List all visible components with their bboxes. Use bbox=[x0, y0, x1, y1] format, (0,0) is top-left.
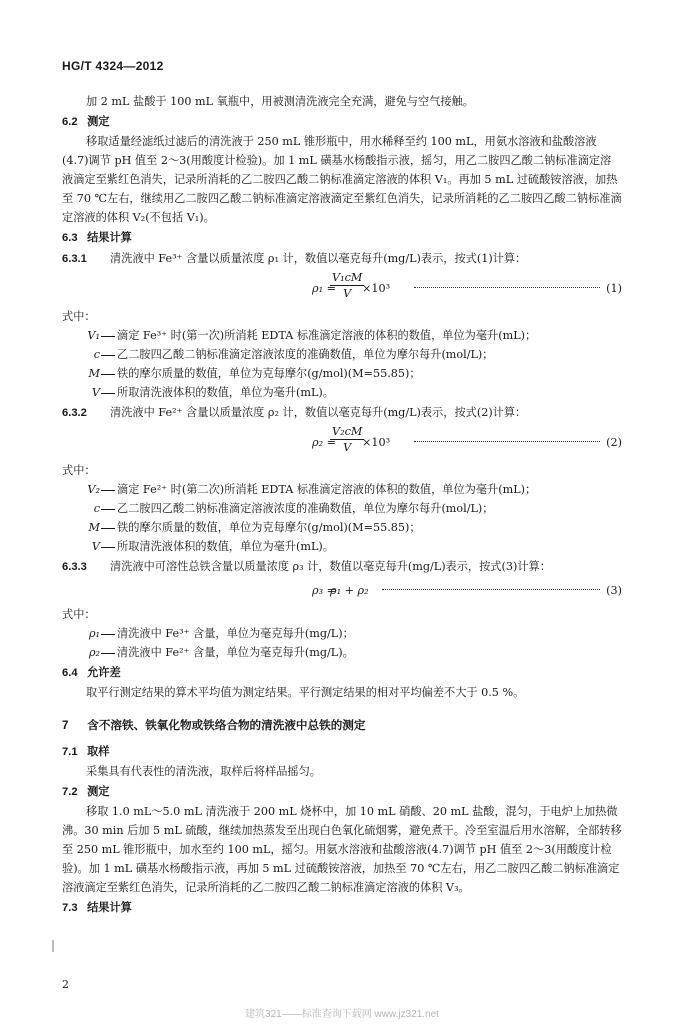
heading-title: 测定 bbox=[87, 786, 110, 798]
formula-1 bbox=[62, 271, 622, 303]
dash bbox=[101, 383, 115, 394]
clause-text: 清洗液中 Fe²⁺ 含量以质量浓度 ρ₂ 计，数值以毫克每升(mg/L)表示，按式(2)计算： bbox=[110, 406, 527, 419]
equation-number: (1) bbox=[606, 282, 622, 295]
heading-number: 7.3 bbox=[62, 902, 78, 914]
chapter-title: 含不溶铁、铁氧化物或铁络合物的清洗液中总铁的测定 bbox=[87, 719, 366, 732]
formula-fraction bbox=[330, 270, 364, 301]
watermark: 建筑321——标准查询下载网 www.jz321.net bbox=[245, 1009, 439, 1020]
heading-7-1 bbox=[62, 743, 622, 762]
definition-item bbox=[62, 383, 622, 402]
leader-dots bbox=[382, 581, 600, 590]
heading-7-2 bbox=[62, 783, 622, 802]
definition-text: 铁的摩尔质量的数值，单位为克每摩尔(g/mol)(M=55.85)； bbox=[117, 521, 421, 534]
carry-paragraph: 加 2 mL 盐酸于 100 mL 氧瓶中，用被测清洗液完全充满，避免与空气接触。 bbox=[86, 95, 474, 108]
fraction-denominator: V bbox=[343, 441, 352, 454]
clause-6-3-3 bbox=[62, 557, 622, 577]
definition-item bbox=[62, 364, 622, 383]
document-id: HG/T 4324—2012 bbox=[62, 59, 164, 73]
page-number: 2 bbox=[62, 978, 69, 991]
formula-factor: ×10³ bbox=[362, 282, 391, 295]
definitions-2 bbox=[62, 480, 622, 556]
dash bbox=[101, 480, 115, 491]
symbol: c bbox=[93, 348, 100, 361]
dash bbox=[101, 364, 115, 375]
clause-6-3-2 bbox=[62, 403, 622, 423]
definition-text: 乙二胺四乙酸二钠标准滴定溶液浓度的准确数值，单位为摩尔每升(mol/L)； bbox=[117, 348, 494, 361]
where-label: 式中： bbox=[62, 608, 96, 621]
clause-number: 6.3.1 bbox=[62, 253, 87, 265]
formula-rhs: ρ₁ + ρ₂ bbox=[330, 584, 369, 597]
definition-text: 滴定 Fe²⁺ 时(第二次)所消耗 EDTA 标准滴定溶液的体积的数值，单位为毫升(mL)； bbox=[117, 483, 537, 496]
clause-number: 6.3.2 bbox=[62, 407, 87, 419]
definition-item bbox=[62, 345, 622, 364]
symbol: V bbox=[91, 386, 100, 399]
clause-text: 清洗液中可溶性总铁含量以质量浓度 ρ₃ 计，数值以毫克每升(mg/L)表示，按式(3)计算： bbox=[110, 560, 551, 573]
formula-lhs: ρ₁ = bbox=[312, 282, 336, 295]
heading-number: 6.3 bbox=[62, 232, 78, 244]
definition-text: 所取清洗液体积的数值，单位为毫升(mL)。 bbox=[117, 540, 334, 553]
definition-item bbox=[62, 326, 622, 345]
equation-number: (2) bbox=[606, 436, 622, 449]
symbol: c bbox=[93, 502, 100, 515]
symbol: ρ₂ bbox=[88, 646, 100, 659]
heading-title: 允许差 bbox=[87, 667, 121, 679]
formula-lhs: ρ₂ = bbox=[312, 436, 336, 449]
heading-7-3 bbox=[62, 899, 622, 918]
heading-number: 6.4 bbox=[62, 667, 78, 679]
definition-text: 所取清洗液体积的数值，单位为毫升(mL)。 bbox=[117, 386, 334, 399]
dash bbox=[101, 518, 115, 529]
dash bbox=[101, 345, 115, 356]
formula-3 bbox=[62, 579, 622, 601]
heading-number: 6.2 bbox=[62, 116, 78, 128]
definition-item bbox=[62, 537, 622, 556]
definition-text: 铁的摩尔质量的数值，单位为克每摩尔(g/mol)(M=55.85)； bbox=[117, 367, 421, 380]
paragraph-6-2: 移取适量经滤纸过滤后的清洗液于 250 mL 锥形瓶中，用水稀释至约 100 mL，用氨水溶液和盐酸溶液(4.7)调节 pH 值至 2～3(用酸度计检验)。加 1 mL 磺基水杨酸指示液，摇匀，用乙二胺四乙酸二钠标准滴定溶液滴定至紫红色消失，记录所消耗的乙二胺四乙酸二钠标准滴定溶液的体积 V₁。再加 5 mL 过硫酸铵溶液，加热至 70 ℃左右，继续用乙二胺四乙酸二钠标准滴定溶液滴定至紫红色消失，记录所消耗的乙二胺四乙酸二钠标准滴定溶液的体积 V₂(不包括 V₁)。 bbox=[62, 135, 622, 224]
fraction-denominator: V bbox=[343, 287, 352, 300]
dash bbox=[101, 643, 115, 654]
where-label: 式中： bbox=[62, 310, 96, 323]
clause-text: 清洗液中 Fe³⁺ 含量以质量浓度 ρ₁ 计，数值以毫克每升(mg/L)表示，按式(1)计算： bbox=[110, 252, 527, 265]
margin-mark bbox=[52, 940, 54, 952]
definition-text: 滴定 Fe³⁺ 时(第一次)所消耗 EDTA 标准滴定溶液的体积的数值，单位为毫升(mL)； bbox=[117, 329, 537, 342]
paragraph-6-4: 取平行测定结果的算术平均值为测定结果。平行测定结果的相对平均偏差不大于 0.5 %。 bbox=[86, 686, 525, 699]
paragraph-7-2: 移取 1.0 mL～5.0 mL 清洗液于 200 mL 烧杯中，加 10 mL 硝酸、20 mL 盐酸，混匀，于电炉上加热微沸。30 min 后加 5 mL 硫酸，继续加热蒸发至出现白色氧化硫烟雾，避免煮干。冷至室温后用水溶解，全部转移至 250 mL 锥形瓶中，加水至约 100 mL，摇匀。用氨水溶液和盐酸溶液(4.7)调节 pH 值至 2～3(用酸度计检验)。加 1 mL 磺基水杨酸指示液，再加 5 mL 过硫酸铵溶液，加热至 70 ℃左右，用乙二胺四乙酸二钠标准滴定溶液滴定至紫红色消失，记录所消耗的乙二胺四乙酸二钠标准滴定溶液的体积 V₃。 bbox=[62, 805, 622, 894]
formula-lhs: ρ₃ = bbox=[312, 584, 336, 597]
heading-title: 测定 bbox=[87, 116, 110, 128]
equation-number: (3) bbox=[606, 584, 622, 597]
definition-item bbox=[62, 480, 622, 499]
leader-dots bbox=[414, 279, 600, 288]
definitions-3 bbox=[62, 624, 622, 662]
heading-number: 7.2 bbox=[62, 786, 78, 798]
heading-title: 结果计算 bbox=[87, 232, 132, 244]
definition-text: 清洗液中 Fe²⁺ 含量，单位为毫克每升(mg/L)。 bbox=[117, 646, 354, 659]
fraction-numerator: V₂cM bbox=[332, 425, 363, 438]
dash bbox=[101, 326, 115, 337]
heading-number: 7.1 bbox=[62, 746, 78, 758]
dash bbox=[101, 499, 115, 510]
symbol: V bbox=[91, 540, 100, 553]
definition-text: 清洗液中 Fe³⁺ 含量，单位为毫克每升(mg/L)； bbox=[117, 627, 354, 640]
formula-fraction bbox=[330, 424, 364, 455]
chapter-7-heading bbox=[62, 716, 622, 735]
symbol: M bbox=[88, 367, 100, 380]
symbol: M bbox=[88, 521, 100, 534]
heading-6-4 bbox=[62, 664, 622, 683]
formula-factor: ×10³ bbox=[362, 436, 391, 449]
definition-item bbox=[62, 518, 622, 537]
heading-title: 结果计算 bbox=[87, 902, 132, 914]
symbol: V₁ bbox=[87, 329, 100, 342]
symbol: ρ₁ bbox=[88, 627, 100, 640]
clause-6-3-1 bbox=[62, 249, 622, 269]
paragraph-7-1: 采集具有代表性的清洗液，取样后将样品摇匀。 bbox=[86, 765, 321, 778]
chapter-number: 7 bbox=[62, 719, 69, 732]
page-body bbox=[62, 92, 622, 918]
where-label: 式中： bbox=[62, 464, 96, 477]
dash bbox=[101, 624, 115, 635]
heading-6-2 bbox=[62, 113, 622, 132]
fraction-numerator: V₁cM bbox=[332, 271, 363, 284]
formula-2 bbox=[62, 425, 622, 457]
leader-dots bbox=[414, 433, 600, 442]
heading-title: 取样 bbox=[87, 746, 110, 758]
heading-6-3 bbox=[62, 229, 622, 248]
definitions-1 bbox=[62, 326, 622, 402]
clause-number: 6.3.3 bbox=[62, 561, 87, 573]
dash bbox=[101, 537, 115, 548]
symbol: V₂ bbox=[87, 483, 100, 496]
definition-text: 乙二胺四乙酸二钠标准滴定溶液浓度的准确数值，单位为摩尔每升(mol/L)； bbox=[117, 502, 494, 515]
definition-item bbox=[62, 624, 622, 643]
definition-item bbox=[62, 643, 622, 662]
definition-item bbox=[62, 499, 622, 518]
